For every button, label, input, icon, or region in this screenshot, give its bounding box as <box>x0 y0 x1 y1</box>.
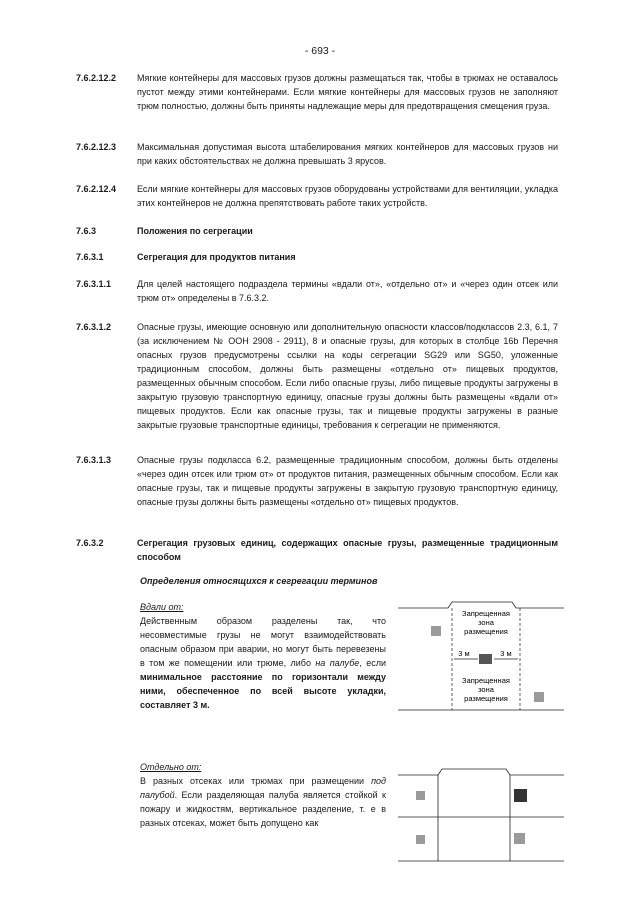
definition-text: В разных отсеках или трюмах при размещении <box>140 776 372 786</box>
definition-text: , если <box>359 658 386 668</box>
section-number: 7.6.2.12.4 <box>76 184 117 194</box>
distance-label-left: 3 м <box>458 649 470 658</box>
definition-term: Вдали от: <box>140 602 184 612</box>
section-number: 7.6.3.2 <box>76 538 104 548</box>
cargo-other-right <box>534 692 544 702</box>
cargo-other-1 <box>416 791 425 800</box>
definitions-heading: Определения относящихся к сегрегации терминов <box>140 576 378 586</box>
definition-text: . Если разделяющая палуба является стойкой к пожару и жидкостям, вертикальное разделение, т. е в разных отсеках, может быть допущено как <box>140 790 386 828</box>
section-text: Мягкие контейнеры для массовых грузов должны размещаться так, чтобы в трюмах не оставалось пустот между этими контейнерами. Если мягкие контейнеры для массовых грузов не заполняют трюм полностью, должны быть приняты надлежащие меры для предотвращения смещения груза. <box>137 73 558 111</box>
zone-label-top-3: размещения <box>464 627 508 636</box>
diagram-vdali <box>398 596 564 714</box>
page-number: - 693 - <box>304 45 336 57</box>
zone-label-bottom-2: зона <box>478 685 494 694</box>
section-number: 7.6.2.12.3 <box>76 142 117 152</box>
cargo-dangerous-1 <box>514 789 527 802</box>
zone-label-bottom-1: Запрещенная <box>462 676 510 685</box>
section-text: Если мягкие контейнеры для массовых грузов оборудованы устройствами для вентиляции, укладка этих контейнеров не должна препятствовать работе таких устройств. <box>137 184 558 208</box>
section-number: 7.6.3.1.1 <box>76 279 112 289</box>
section-number: 7.6.3 <box>76 226 97 236</box>
definition-text-bold: минимальное расстояние по горизонтали между ними, обеспеченное по всей высоте укладки, составляет 3 м. <box>140 672 386 710</box>
section-number: 7.6.3.1.2 <box>76 322 112 332</box>
cargo-other-2 <box>416 835 425 844</box>
section-number: 7.6.2.12.2 <box>76 73 117 83</box>
section-number: 7.6.3.1.3 <box>76 455 112 465</box>
section-heading: Сегрегация грузовых единиц, содержащих опасные грузы, размещенные традиционным способом <box>137 538 558 562</box>
zone-label-top-1: Запрещенная <box>462 609 510 618</box>
section-text: Для целей настоящего подраздела термины «вдали от», «отдельно от» и «через один отсек или трюм от» определены в 7.6.3.2. <box>137 279 558 303</box>
zone-label-top-2: зона <box>478 618 494 627</box>
section-text: Опасные грузы подкласса 6.2, размещенные традиционным способом, должны быть отделены «через один отсек или трюм от» от продуктов питания, размещенных обычным способом. Если как опасные грузы, так и пищевые продукты загружены в закрытую грузовую транспортную единицу, опасные грузы должны быть размещены «отдельно от» пищевых продуктов. <box>137 455 558 507</box>
section-heading: Сегрегация для продуктов питания <box>137 252 296 262</box>
definition-text-italic: на палубе <box>315 658 360 668</box>
cargo-other-3 <box>514 833 525 844</box>
deck-top-line <box>398 602 564 608</box>
section-heading: Положения по сегрегации <box>137 226 253 236</box>
deck-top-line <box>398 769 564 775</box>
section-text: Максимальная допустимая высота штабелирования мягких контейнеров для массовых грузов ни при каких обстоятельствах не должна превышать 3 ярусов. <box>137 142 558 166</box>
cargo-dangerous <box>479 654 492 664</box>
definition-text-italic: под палубой <box>140 776 386 800</box>
section-text: Опасные грузы, имеющие основную или дополнительную опасности классов/подклассов 2.3, 6.1, 7 (за исключением № ООН 2908 - 2911), 8 и опасные грузы, для которых в столбце 16b Перечня опасных грузов предусмотрены ссылки на коды сегрегации SG29 или SG50, уложенные традиционным способом, должны быть размещены «отдельно от» пищевых продуктов, размещенных обычным способом. Если либо опасные грузы, либо пищевые продукты загружены в закрытую грузовую транспортную единицу, опасные грузы должны быть размещены «вдали от» пищевых продуктов. Если как опасные грузы, так и пищевые продукты загружены в разные закрытые грузовые транспортные единицы, требования к сегрегации не применяются. <box>137 322 558 430</box>
definition-otdelno <box>140 760 386 830</box>
definition-text: Действенным образом разделены так, что несовместимые грузы не могут взаимодействовать опасным образом при аварии, но могут быть перевезены в том же помещении или трюме, либо <box>140 616 386 668</box>
definition-term: Отдельно от: <box>140 762 202 772</box>
distance-label-right: 3 м <box>500 649 512 658</box>
section-number: 7.6.3.1 <box>76 252 104 262</box>
definition-vdali <box>140 600 386 712</box>
cargo-other-left <box>431 626 441 636</box>
zone-label-bottom-3: размещения <box>464 694 508 703</box>
diagram-otdelno <box>398 765 564 865</box>
